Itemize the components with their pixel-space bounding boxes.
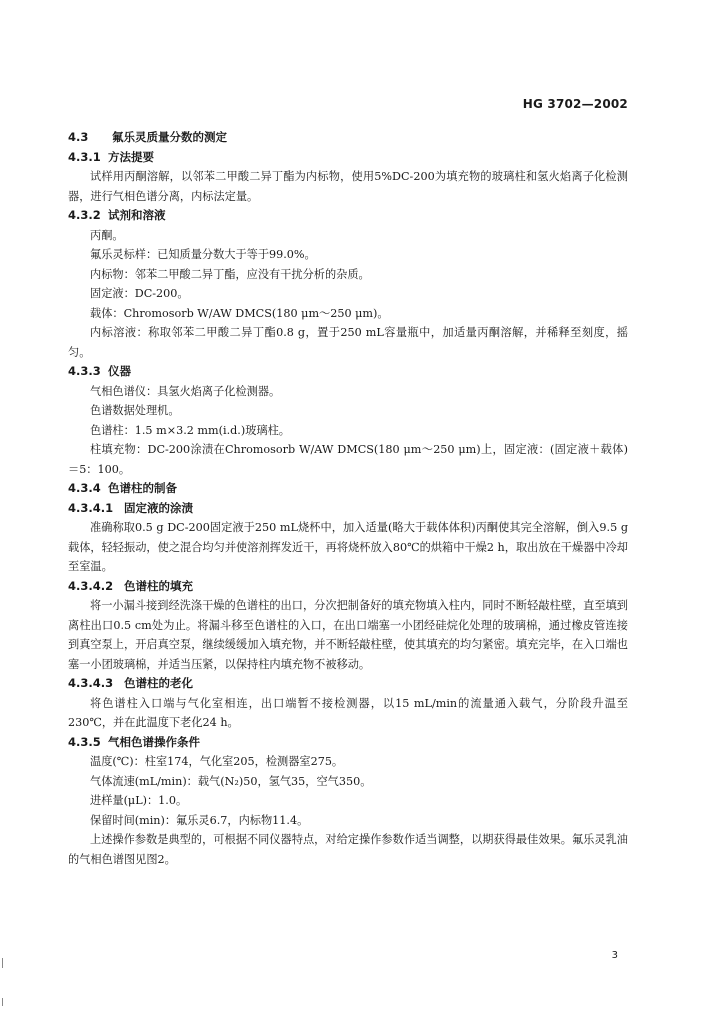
paragraph: 将色谱柱入口端与气化室相连，出口端暂不接检测器，以15 mL/min的流量通入载气，分阶段升温至230℃，并在此温度下老化24 h。 — [68, 696, 628, 729]
list-item: 温度(℃)：柱室174，气化室205，检测器室275。 — [90, 755, 344, 768]
list-item: 内标物：邻苯二甲酸二异丁酯，应没有干扰分析的杂质。 — [90, 267, 370, 281]
section-title: 方法提要 — [108, 149, 154, 164]
section-number: 4.3.1 — [68, 149, 101, 164]
list-item: 固定液：DC-200。 — [90, 287, 189, 300]
paragraph: 将一小漏斗接到经洗涤干燥的色谱柱的出口，分次把制备好的填充物填入柱内，同时不断轻敲柱壁，直至填到离柱出口0.5 cm处为止。将漏斗移至色谱柱的入口，在出口端塞一小团经硅烷化处理的玻璃棉，通过橡皮管连接到真空泵上，开启真空泵，继续缓缓加入填充物，并不断轻敲柱壁，使其填充的均匀紧密。填充完毕，在入口端也塞一小团玻璃棉，并适当压紧，以保持柱内填充物不被移动。 — [68, 599, 628, 671]
section-title: 色谱柱的填充 — [124, 578, 193, 593]
page-number: 3 — [611, 950, 618, 961]
document-body — [68, 128, 628, 869]
section-number: 4.3.4.1 — [68, 500, 114, 515]
list-item: 柱填充物：DC-200涂渍在Chromosorb W/AW DMCS(180 μm～250 μm)上，固定液：(固定液＋载体)＝5：100。 — [68, 443, 628, 476]
section-number: 4.3.4.2 — [68, 578, 114, 593]
section-number: 4.3.5 — [68, 734, 101, 749]
section-heading-4-3-4-3 — [68, 674, 628, 694]
section-title: 试剂和溶液 — [108, 208, 166, 222]
section-heading-4-3-1 — [68, 148, 628, 168]
scan-edge-mark — [2, 958, 3, 968]
section-number: 4.3.3 — [68, 364, 101, 378]
paragraph: 试样用丙酮溶解，以邻苯二甲酸二异丁酯为内标物，使用5%DC-200为填充物的玻璃柱和氢火焰离子化检测器，进行气相色谱分离，内标法定量。 — [68, 170, 628, 203]
list-item: 色谱柱：1.5 m×3.2 mm(i.d.)玻璃柱。 — [90, 423, 290, 437]
list-item: 保留时间(min)：氟乐灵6.7，内标物11.4。 — [90, 813, 309, 827]
list-item: 进样量(μL)：1.0。 — [90, 794, 188, 807]
section-title: 仪器 — [108, 364, 131, 378]
section-title: 氟乐灵质量分数的测定 — [112, 130, 227, 144]
section-heading-4-3-4 — [68, 479, 628, 499]
section-heading-4-3-5 — [68, 733, 628, 753]
list-item: 丙酮。 — [90, 228, 124, 242]
section-title: 色谱柱的制备 — [108, 481, 177, 495]
section-number: 4.3.4.3 — [68, 676, 114, 690]
section-heading-4-3-2 — [68, 206, 628, 226]
list-item: 气相色谱仪：具氢火焰离子化检测器。 — [90, 384, 281, 398]
scan-edge-mark — [2, 998, 3, 1006]
section-title: 气相色谱操作条件 — [108, 734, 200, 749]
list-item: 内标溶液：称取邻苯二甲酸二异丁酯0.8 g，置于250 mL容量瓶中，加适量丙酮溶解，并稀释至刻度，摇匀。 — [68, 326, 628, 359]
section-number: 4.3.2 — [68, 208, 101, 222]
section-title: 色谱柱的老化 — [124, 676, 193, 690]
list-item: 载体：Chromosorb W/AW DMCS(180 μm～250 μm)。 — [90, 306, 389, 320]
section-heading-4-3-3 — [68, 362, 628, 382]
section-number: 4.3 — [68, 130, 89, 144]
section-number: 4.3.4 — [68, 481, 101, 495]
paragraph: 准确称取0.5 g DC-200固定液于250 mL烧杯中，加入适量(略大于载体体积)丙酮使其完全溶解，倒入9.5 g载体，轻轻振动，使之混合均匀并使溶剂挥发近干，再将烧杯放入80℃的烘箱中干燥2 h，取出放在干燥器中冷却至室温。 — [68, 521, 628, 573]
section-heading-4-3-4-2 — [68, 577, 628, 597]
section-title: 固定液的涂渍 — [124, 500, 193, 515]
section-heading-4-3 — [68, 128, 628, 148]
list-item: 色谱数据处理机。 — [90, 404, 180, 417]
list-item: 气体流速(mL/min)：载气(N₂)50，氢气35，空气350。 — [90, 774, 372, 788]
paragraph: 上述操作参数是典型的，可根据不同仪器特点，对给定操作参数作适当调整，以期获得最佳效果。氟乐灵乳油的气相色谱图见图2。 — [68, 833, 628, 866]
section-heading-4-3-4-1 — [68, 499, 628, 519]
list-item: 氟乐灵标样：已知质量分数大于等于99.0%。 — [90, 248, 316, 261]
standard-code: HG 3702—2002 — [522, 97, 628, 111]
